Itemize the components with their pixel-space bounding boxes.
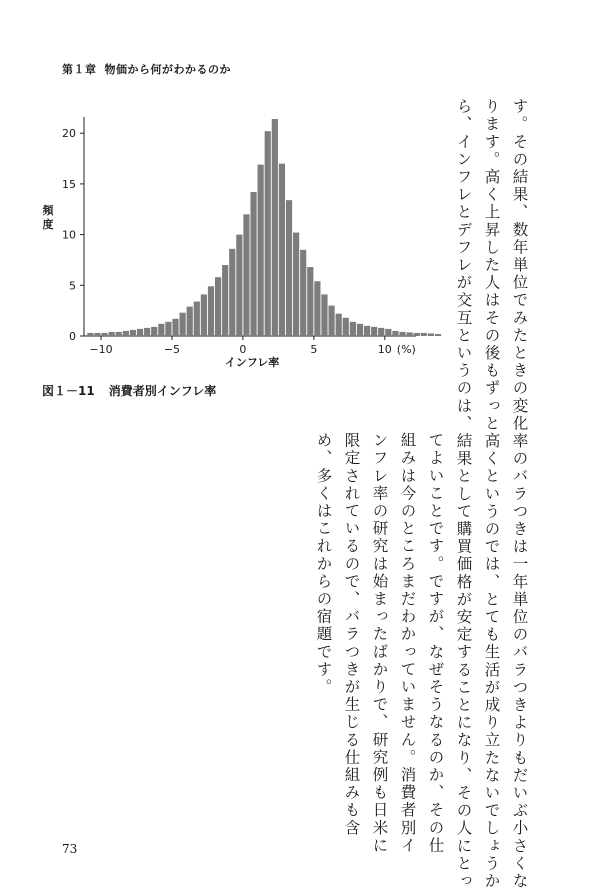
histogram-bar	[250, 192, 256, 336]
histogram-bar	[101, 333, 107, 336]
body-column-6: ンフレ率の研究は始まったばかりで、研究例も日米に	[370, 432, 389, 855]
histogram-bar	[392, 331, 398, 336]
x-tick-label: 0	[239, 343, 247, 356]
histogram-bar	[399, 332, 405, 336]
histogram-bar	[371, 327, 377, 336]
histogram-bar	[407, 332, 413, 336]
y-tick-label: 0	[69, 330, 76, 343]
histogram-bar	[158, 324, 164, 336]
histogram-bar	[286, 200, 292, 336]
histogram-bar	[243, 214, 249, 336]
body-column-5: 組みは今のところまだわかっていません。消費者別イ	[398, 432, 417, 855]
histogram-bar	[208, 286, 214, 336]
body-column-4: てよいことです。ですが、なぜそうなるのか、その仕	[426, 432, 445, 855]
x-tick-label: −5	[163, 343, 181, 356]
histogram-bar	[321, 294, 327, 336]
histogram-bar	[87, 333, 93, 336]
y-tick-label: 15	[62, 177, 76, 191]
histogram-bar	[130, 330, 136, 336]
bars	[87, 119, 441, 336]
y-tick-label: 5	[69, 279, 76, 293]
histogram-bar	[94, 333, 100, 336]
histogram-bar	[258, 165, 264, 336]
histogram-bar	[116, 332, 122, 336]
histogram-bar	[435, 334, 441, 336]
histogram-bar	[109, 332, 115, 336]
body-column-8: め、多くはこれからの宿題です。	[314, 432, 333, 696]
histogram-bar	[300, 250, 306, 336]
histogram-bar	[343, 318, 349, 336]
x-tick-label: 5	[310, 343, 318, 356]
histogram-bar	[165, 322, 171, 336]
body-column-3: ら、インフレとデフレが交互というのは、結果として購買価格が安定することになり、その人にとっ	[454, 98, 473, 890]
histogram-bar	[187, 307, 193, 336]
x-tick-label: 10	[377, 343, 392, 356]
body-column-1: す。その結果、数年単位でみたときの変化率のバラつきは一年単位のバラつきよりもだいぶ小さくな	[510, 98, 529, 890]
histogram-bar	[201, 294, 207, 336]
x-ticks	[89, 336, 415, 356]
histogram-bar	[336, 314, 342, 336]
histogram-bar	[414, 333, 420, 336]
page-number: 73	[62, 842, 78, 856]
histogram-bar	[215, 277, 221, 336]
y-tick-label: 10	[62, 228, 76, 242]
histogram-bar	[151, 327, 157, 336]
histogram-bar	[236, 235, 242, 336]
y-tick-label: 20	[62, 127, 76, 141]
histogram-bar	[172, 319, 178, 336]
histogram-bar	[272, 119, 278, 336]
y-axis-label-1: 頻	[42, 204, 54, 217]
histogram-bar	[194, 302, 200, 336]
histogram-bar	[123, 331, 129, 336]
histogram-bar	[357, 324, 363, 336]
y-ticks	[62, 127, 84, 343]
figure-number: 図１－11	[42, 384, 95, 398]
chapter-number: 第１章	[62, 63, 97, 76]
histogram-bar	[428, 333, 434, 336]
y-axis-label-2: 度	[42, 218, 54, 231]
histogram-bar	[328, 306, 334, 336]
body-column-2: ります。高く上昇した人はその後もずっと高くというのでは、とても生活が成り立たないでしょうか	[482, 98, 501, 890]
histogram-bar	[307, 267, 313, 336]
x-tick-label: −10	[89, 343, 113, 356]
figure-title: 消費者別インフレ率	[108, 384, 217, 398]
histogram-bar	[385, 329, 391, 336]
x-axis-unit: (%)	[396, 343, 416, 356]
histogram-bar	[293, 233, 299, 336]
histogram-bar	[265, 131, 271, 336]
body-column-7: 限定されているので、バラつきが生じる仕組みも含	[342, 432, 361, 837]
figure-caption	[42, 382, 216, 399]
histogram-bar	[279, 164, 285, 336]
histogram-bar	[144, 328, 150, 336]
histogram-bar	[180, 313, 186, 336]
histogram-bar	[229, 249, 235, 336]
chapter-title: 物価から何がわかるのか	[104, 63, 231, 76]
histogram-bar	[421, 333, 427, 336]
histogram-bar	[378, 328, 384, 336]
histogram-bar	[137, 329, 143, 336]
histogram-bar	[350, 322, 356, 336]
histogram-bar	[314, 281, 320, 336]
histogram-bar	[364, 326, 370, 336]
x-axis-label: インフレ率	[224, 356, 280, 369]
histogram-bar	[222, 265, 228, 336]
